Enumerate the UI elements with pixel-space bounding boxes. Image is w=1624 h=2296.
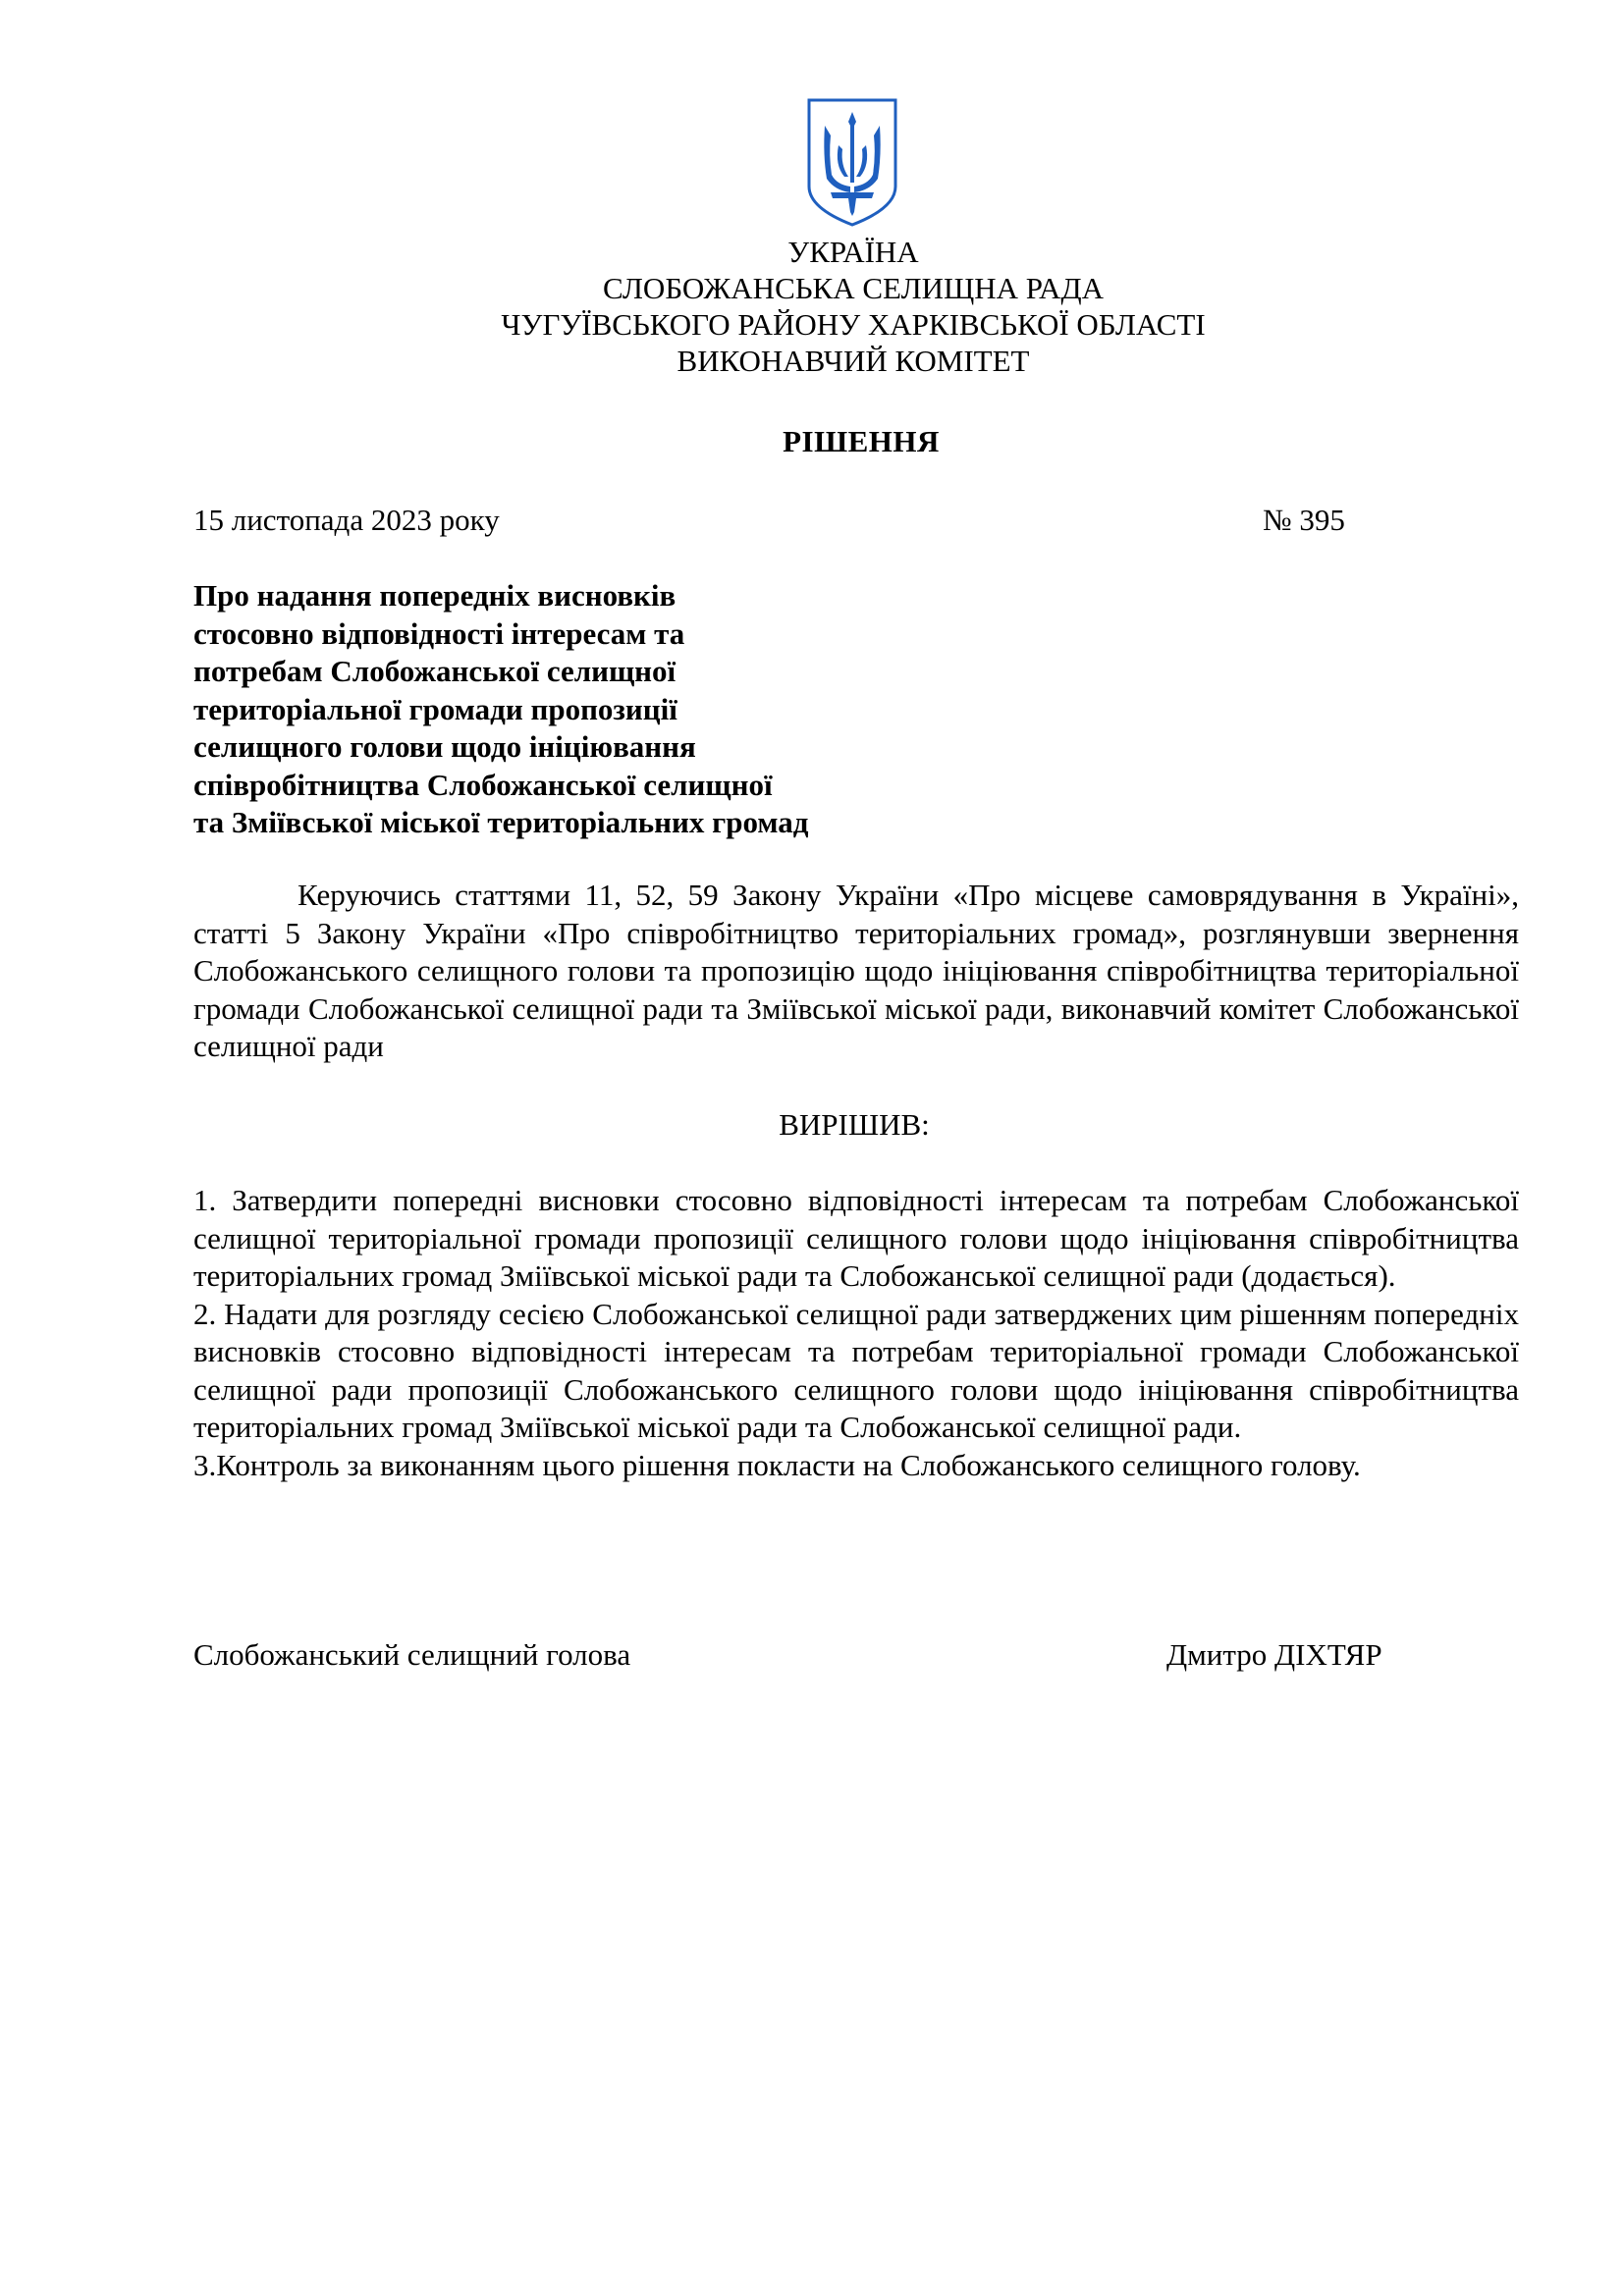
document-subject bbox=[193, 577, 940, 842]
decision-item-1: 1. Затвердити попередні висновки стосовно відповідності інтересам та потребам Слобожанської селищної територіальної громади пропозиції селищного голови щодо ініціювання співробітництва територіальних громад Зміївської міської ради та Слобожанської селищної ради (додається). bbox=[193, 1183, 1519, 1293]
coat-of-arms-icon bbox=[805, 96, 899, 229]
signature-title: Слобожанський селищний голова bbox=[193, 1637, 631, 1672]
header-district: ЧУГУЇВСЬКОГО РАЙОНУ ХАРКІВСЬКОЇ ОБЛАСТІ bbox=[501, 307, 1206, 342]
subject-line: співробітництва Слобожанської селищної bbox=[193, 767, 773, 802]
subject-line: та Зміївської міської територіальних громад bbox=[193, 805, 809, 839]
document-title: РІШЕННЯ bbox=[783, 424, 940, 458]
subject-line: селищного голови щодо ініціювання bbox=[193, 729, 696, 764]
header-country: УКРАЇНА bbox=[787, 235, 919, 269]
subject-line: Про надання попередніх висновків bbox=[193, 578, 677, 613]
decisions-list bbox=[193, 1182, 1519, 1484]
signature-name: Дмитро ДІХТЯР bbox=[1166, 1637, 1382, 1672]
header-council: СЛОБОЖАНСЬКА СЕЛИЩНА РАДА bbox=[603, 271, 1104, 305]
header-committee: ВИКОНАВЧИЙ КОМІТЕТ bbox=[677, 344, 1030, 378]
decision-item-3: 3.Контроль за виконанням цього рішення покласти на Слобожанського селищного голову. bbox=[193, 1447, 1361, 1482]
issuer-header bbox=[0, 234, 1624, 379]
document-date: 15 листопада 2023 року bbox=[193, 503, 500, 537]
preamble-paragraph: Керуючись статтями 11, 52, 59 Закону України «Про місцеве самоврядування в Україні», статті 5 Закону України «Про співробітництво територіальних громад», розглянувши звернення Слобожанського селищного голови та пропозицію щодо ініціювання співробітництва територіальної громади Слобожанської селищної ради та Зміївської міської ради, виконавчий комітет Слобожанської селищної ради bbox=[193, 878, 1519, 1063]
subject-line: територіальної громади пропозиції bbox=[193, 691, 677, 726]
subject-line: стосовно відповідності інтересам та bbox=[193, 615, 685, 651]
document-number: № 395 bbox=[1263, 503, 1345, 537]
subject-line: потребам Слобожанської селищної bbox=[193, 654, 677, 688]
decided-heading: ВИРІШИВ: bbox=[779, 1107, 930, 1142]
decision-item-2: 2. Надати для розгляду сесією Слобожанської селищної ради затверджених цим рішенням попередніх висновків стосовно відповідності інтересам та потребам територіальної громади Слобожанської селищної ради пропозиції Слобожанського селищного голови щодо ініціювання співробітництва територіальних громад Зміївської міської ради та Слобожанської селищної ради. bbox=[193, 1296, 1519, 1444]
